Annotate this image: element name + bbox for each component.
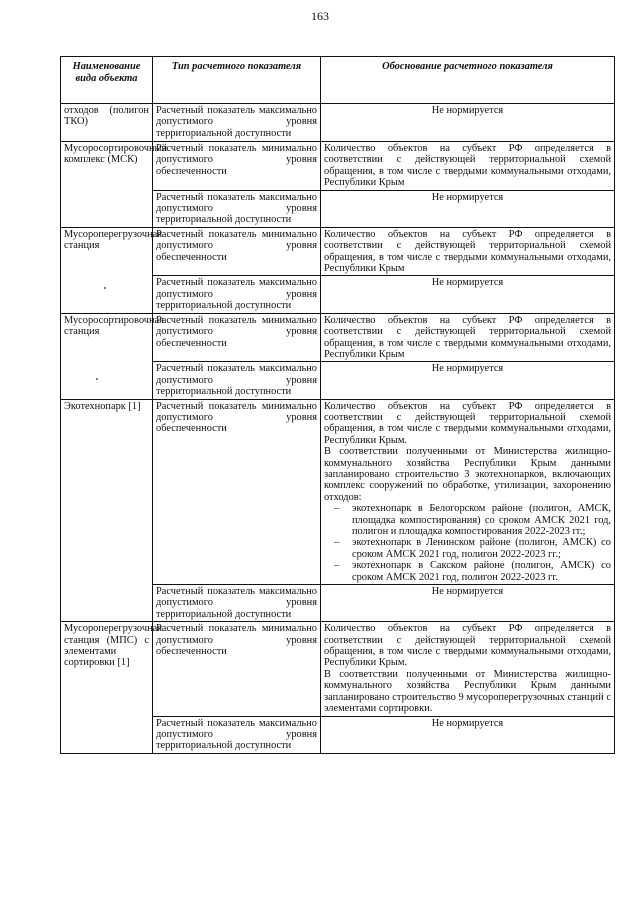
norms-table	[60, 56, 615, 754]
table-row	[61, 399, 615, 585]
header-indicator-type: Тип расчетного показателя	[153, 57, 321, 104]
page-number: 163	[311, 9, 329, 23]
object-name: отходов (полигон ТКО)	[61, 104, 153, 142]
header-justification: Обоснование расчетного показателя	[321, 57, 615, 104]
indicator-type: Расчетный показатель максимально допустимого уровня территориальной доступности	[153, 276, 321, 313]
indicator-type: Расчетный показатель максимально допустимого уровня территориальной доступности	[153, 104, 321, 142]
indicator-type: Расчетный показатель минимально допустимого уровня обеспеченности	[153, 399, 321, 585]
indicator-type: Расчетный показатель максимально допустимого уровня территориальной доступности	[153, 362, 321, 399]
justification: Количество объектов на субъект РФ определяется в соответствии с действующей территориальной схемой обращения, в том числе с твердыми коммунальными отходами, Республики Крым	[321, 142, 615, 191]
justification: Не нормируется	[321, 362, 615, 399]
object-name: Экотехнопарк [1]	[61, 399, 153, 622]
ecopark-list	[324, 503, 611, 583]
indicator-type: Расчетный показатель максимально допустимого уровня территориальной доступности	[153, 190, 321, 227]
header-object-type: Наименование вида объекта	[61, 57, 153, 104]
justification: Не нормируется	[321, 190, 615, 227]
list-item: – экотехнопарк в Белогорском районе (полигон, АМСК, площадка компостирования) со сроком АМСК 2021 год, полигон и площадка компостирования 2022-2023 гг.;	[352, 503, 611, 537]
scan-speck	[104, 287, 106, 289]
indicator-type: Расчетный показатель минимально допустимого уровня обеспеченности	[153, 622, 321, 716]
justification-paragraph: В соответствии полученными от Министерства жилищно-коммунального хозяйства Республики Крым данными запланировано строительство 3 экотехнопарков, включающих комплекс сооружений по обработке, утилизации, захоронению отходов:	[324, 446, 611, 503]
table-row	[61, 142, 615, 191]
table-row	[61, 227, 615, 276]
justification	[321, 399, 615, 585]
scan-speck	[96, 378, 98, 380]
object-name: Мусороперегрузочная станция	[61, 227, 153, 313]
justification: Не нормируется	[321, 104, 615, 142]
list-item: – экотехнопарк в Сакском районе (полигон, АМСК) со сроком АМСК 2021 год, полигон 2022-2023 гг.	[352, 560, 611, 583]
object-name: Мусоросортировочный комплекс (МСК)	[61, 142, 153, 228]
table-row	[61, 622, 615, 716]
justification	[321, 622, 615, 716]
list-item: – экотехнопарк в Ленинском районе (полигон, АМСК) со сроком АМСК 2021 год, полигон 2022-2023 гг.;	[352, 537, 611, 560]
indicator-type: Расчетный показатель минимально допустимого уровня обеспеченности	[153, 313, 321, 362]
justification: Не нормируется	[321, 716, 615, 753]
object-name: Мусоросортировочная станция	[61, 313, 153, 399]
justification: Не нормируется	[321, 276, 615, 313]
indicator-type: Расчетный показатель минимально допустимого уровня обеспеченности	[153, 142, 321, 191]
justification-intro: Количество объектов на субъект РФ определяется в соответствии с действующей территориальной схемой обращения, в том числе с твердыми коммунальными отходами, Республики Крым.	[324, 400, 611, 446]
justification-intro: Количество объектов на субъект РФ определяется в соответствии с действующей территориальной схемой обращения, в том числе с твердыми коммунальными отходами, Республики Крым.	[324, 623, 611, 669]
indicator-type: Расчетный показатель максимально допустимого уровня территориальной доступности	[153, 716, 321, 753]
justification-paragraph: В соответствии полученными от Министерства жилищно-коммунального хозяйства Республики Крым данными запланировано строительство 9 мусороперегрузочных станций с элементами сортировки.	[324, 668, 611, 715]
table-header-row	[61, 57, 615, 104]
justification: Количество объектов на субъект РФ определяется в соответствии с действующей территориальной схемой обращения, в том числе с твердыми коммунальными отходами, Республики Крым	[321, 227, 615, 276]
table-row	[61, 313, 615, 362]
table-row	[61, 104, 615, 142]
object-name: Мусороперегрузочная станция (МПС) с элементами сортировки [1]	[61, 622, 153, 753]
indicator-type: Расчетный показатель минимально допустимого уровня обеспеченности	[153, 227, 321, 276]
justification: Количество объектов на субъект РФ определяется в соответствии с действующей территориальной схемой обращения, в том числе с твердыми коммунальными отходами, Республики Крым	[321, 313, 615, 362]
indicator-type: Расчетный показатель максимально допустимого уровня территориальной доступности	[153, 585, 321, 622]
justification: Не нормируется	[321, 585, 615, 622]
